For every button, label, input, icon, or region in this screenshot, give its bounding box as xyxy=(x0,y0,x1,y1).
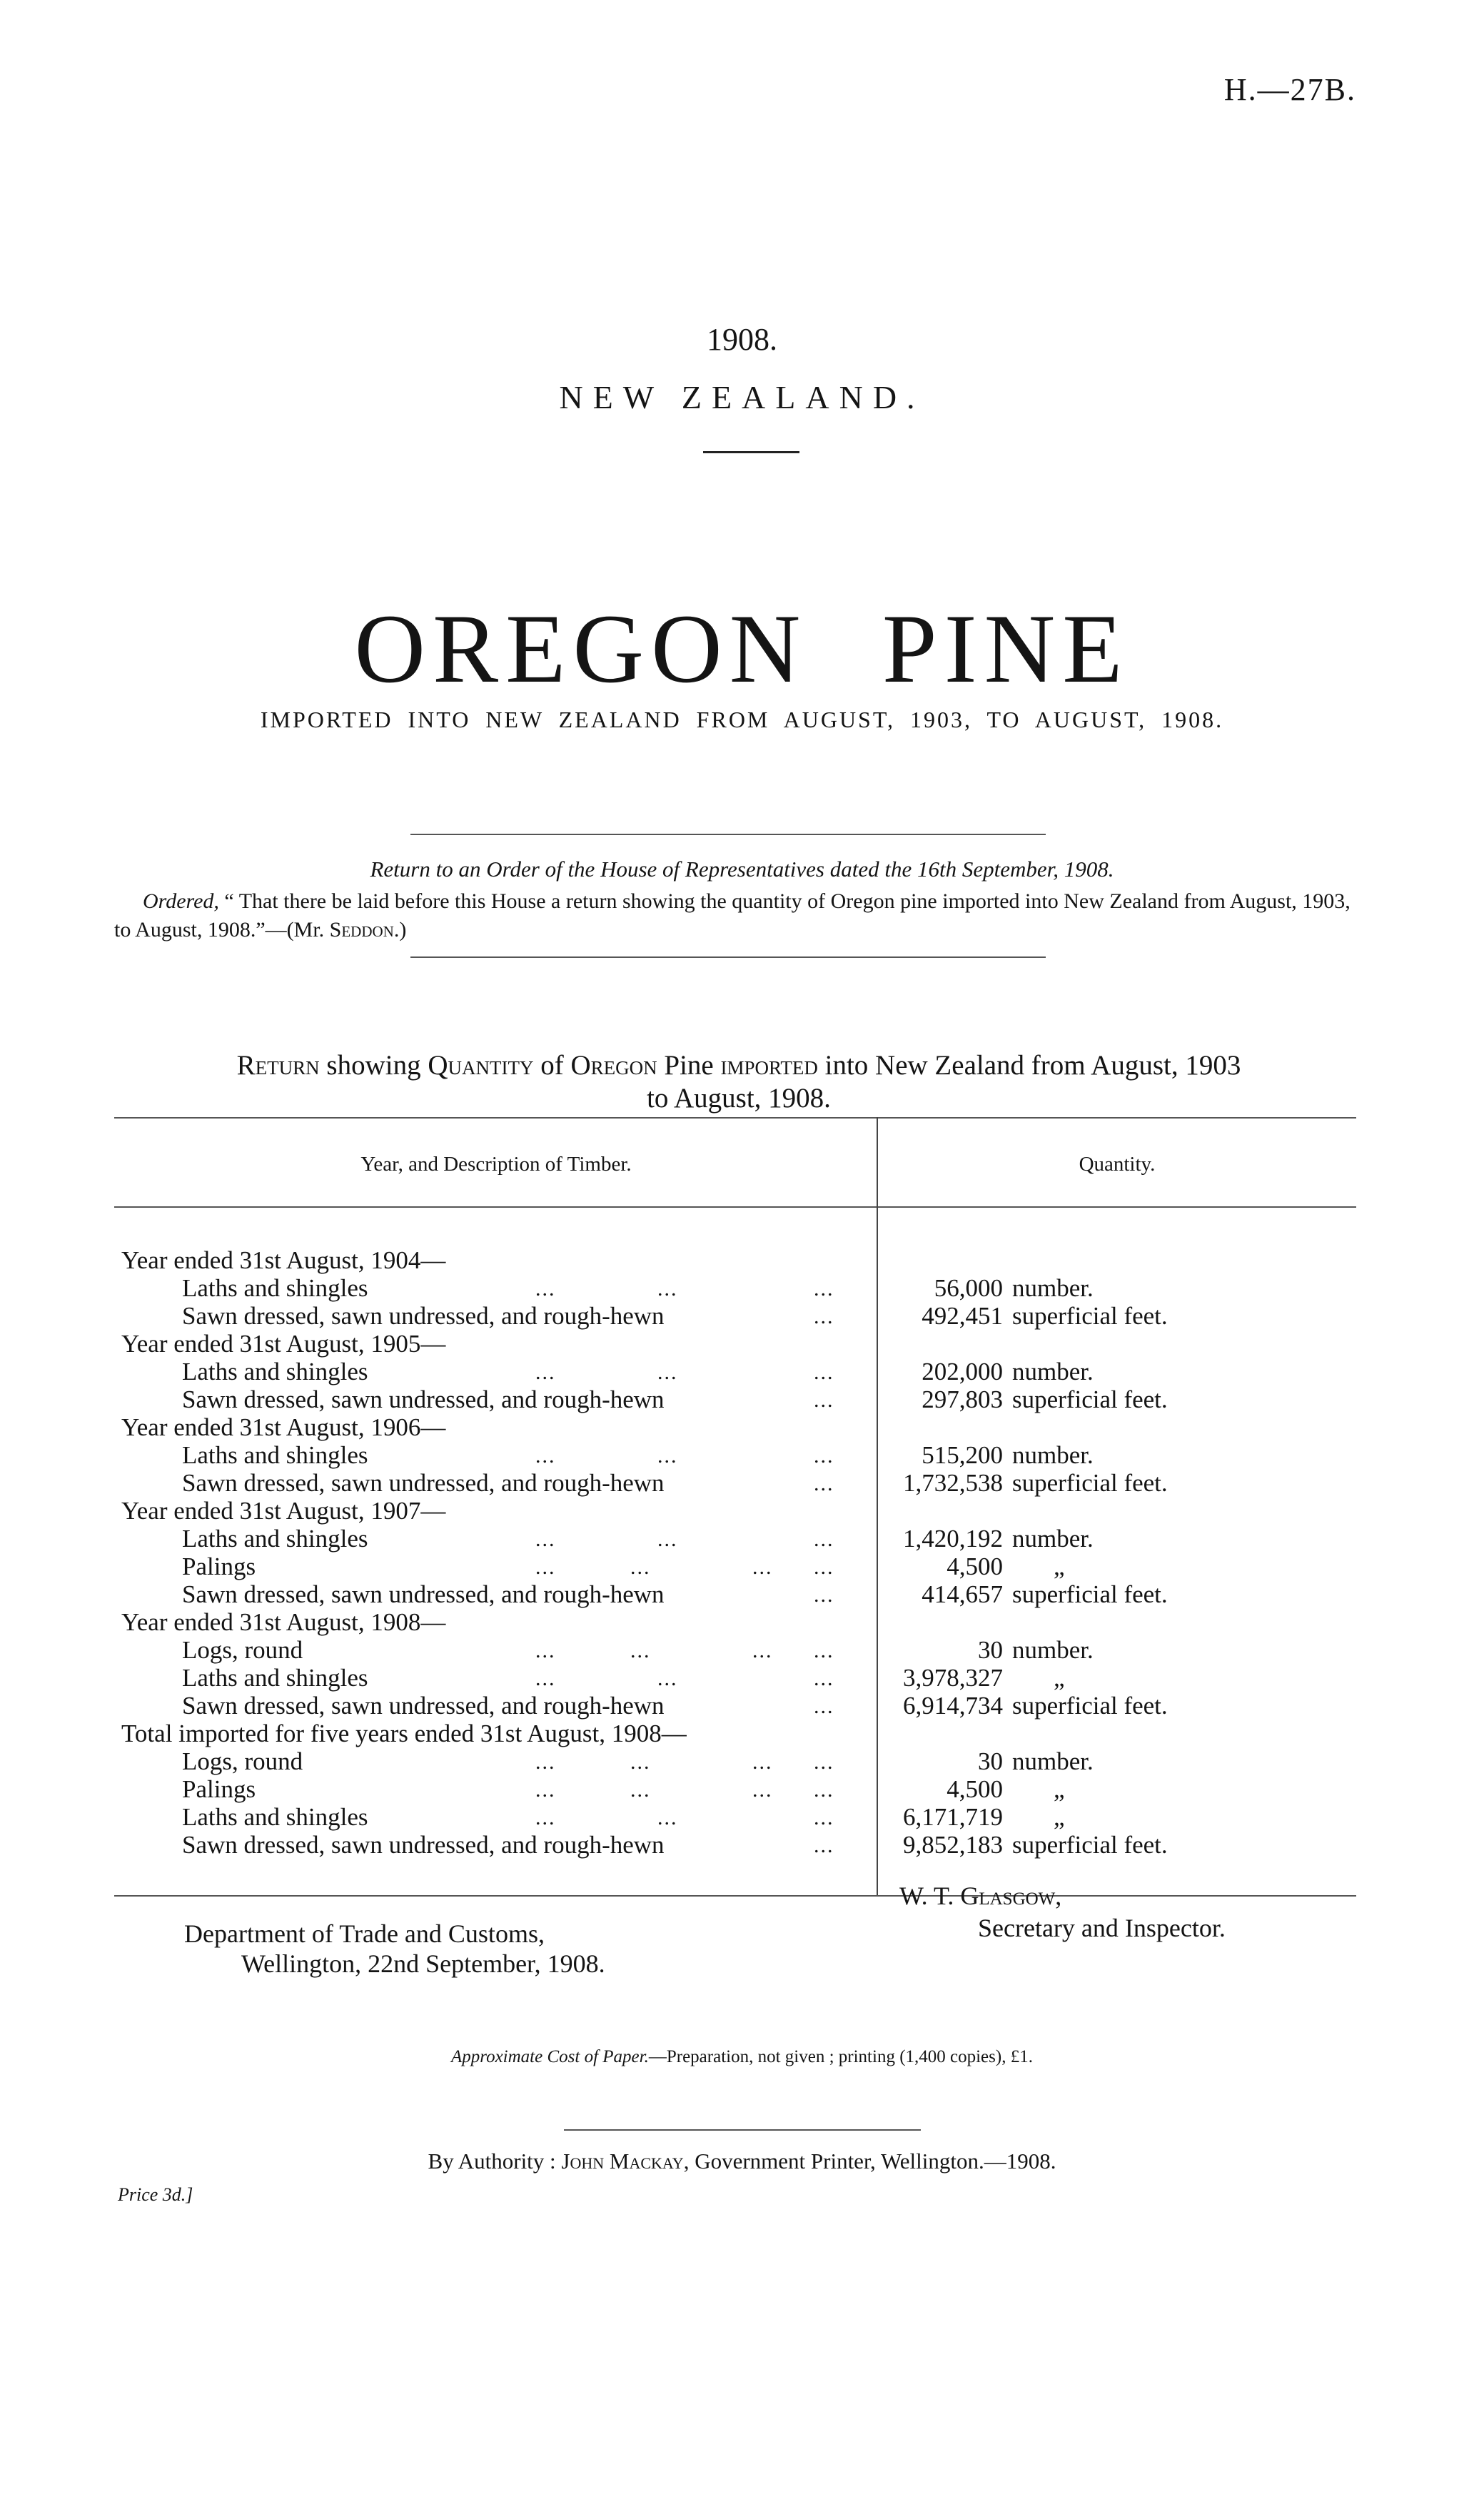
row-leader-dots: ... ... ... xyxy=(535,1750,773,1774)
return-heading-line1 xyxy=(121,1049,1356,1082)
row-leader-dots: ... ... xyxy=(535,1528,678,1551)
order-bottom-rule xyxy=(410,956,1046,958)
order-reference: Return to an Order of the House of Representatives dated the 16th September, 1908. xyxy=(370,857,1114,882)
row-end-dots: ... xyxy=(814,1834,834,1857)
row-quantity-value: 297,803 xyxy=(922,1385,1003,1413)
department-name: Department of Trade and Customs, xyxy=(184,1919,545,1948)
imported-word: imported xyxy=(720,1050,818,1081)
row-quantity-value: 202,000 xyxy=(922,1358,1003,1385)
row-label: Sawn dressed, sawn undressed, and rough-hewn xyxy=(182,1385,665,1413)
row-leader-dots: ... ... xyxy=(535,1806,678,1829)
table-header-rule xyxy=(114,1206,1356,1208)
row-end-dots: ... xyxy=(814,1639,834,1662)
row-end-dots: ... xyxy=(814,1667,834,1690)
row-quantity-value: 9,852,183 xyxy=(903,1831,1003,1859)
row-leader-dots: ... ... xyxy=(535,1360,678,1384)
column-header-quantity: Quantity. xyxy=(1079,1153,1156,1176)
table-top-rule xyxy=(114,1117,1356,1119)
row-quantity-value: 1,420,192 xyxy=(903,1525,1003,1553)
row-label: Sawn dressed, sawn undressed, and rough-hewn xyxy=(182,1692,665,1720)
row-end-dots: ... xyxy=(814,1583,834,1607)
approximate-cost xyxy=(0,2047,1484,2067)
order-text xyxy=(114,887,1356,944)
row-label: Laths and shingles xyxy=(182,1358,368,1385)
row-end-dots: ... xyxy=(814,1528,834,1551)
quantity-word: Quantity xyxy=(428,1050,534,1081)
row-quantity-value: 492,451 xyxy=(922,1302,1003,1330)
row-quantity-value: 6,914,734 xyxy=(903,1692,1003,1720)
row-quantity-unit: number. xyxy=(1012,1525,1094,1553)
row-quantity-unit: „ xyxy=(1054,1803,1065,1831)
row-quantity-value: 30 xyxy=(978,1747,1003,1775)
return-heading xyxy=(121,1049,1356,1115)
row-quantity-unit: superficial feet. xyxy=(1012,1831,1168,1859)
row-leader-dots: ... ... ... xyxy=(535,1778,773,1802)
return-text: Pine xyxy=(657,1050,721,1081)
printer-rule xyxy=(564,2129,921,2131)
department-place-date: Wellington, 22nd September, 1908. xyxy=(241,1949,605,1978)
return-text: of xyxy=(533,1050,571,1081)
row-leader-dots: ... ... xyxy=(535,1444,678,1468)
row-label: Sawn dressed, sawn undressed, and rough-hewn xyxy=(182,1580,665,1608)
group-heading: Year ended 31st August, 1905— xyxy=(121,1330,446,1358)
row-quantity-unit: superficial feet. xyxy=(1012,1692,1168,1720)
row-quantity-value: 515,200 xyxy=(922,1441,1003,1469)
signatory-title: Secretary and Inspector. xyxy=(978,1914,1226,1942)
ordered-close: .) xyxy=(393,918,407,941)
return-word: Return xyxy=(236,1050,320,1081)
row-label: Palings xyxy=(182,1775,256,1803)
document-title: OREGON PINE xyxy=(354,594,1130,703)
oregon-word: Oregon xyxy=(570,1050,657,1081)
row-quantity-unit: superficial feet. xyxy=(1012,1302,1168,1330)
printer-suffix: , Government Printer, Wellington.—1908. xyxy=(683,2149,1056,2174)
ordered-body: “ That there be laid before this House a return showing the quantity of Oregon pine imported into New Zealand from August, 1903, to August, 1908.”—(Mr. xyxy=(114,889,1351,941)
row-label: Palings xyxy=(182,1553,256,1580)
group-heading: Year ended 31st August, 1904— xyxy=(121,1246,446,1274)
printer-prefix: By Authority : xyxy=(428,2149,562,2174)
row-label: Laths and shingles xyxy=(182,1525,368,1553)
row-quantity-value: 4,500 xyxy=(947,1553,1003,1580)
row-quantity-value: 3,978,327 xyxy=(903,1664,1003,1692)
ordered-member: Seddon xyxy=(329,918,394,941)
row-end-dots: ... xyxy=(814,1778,834,1802)
row-label: Sawn dressed, sawn undressed, and rough-hewn xyxy=(182,1831,665,1859)
row-label: Laths and shingles xyxy=(182,1664,368,1692)
row-label: Logs, round xyxy=(182,1636,303,1664)
return-text: into New Zealand from August, 1903 xyxy=(817,1050,1241,1081)
row-end-dots: ... xyxy=(814,1388,834,1412)
row-label: Laths and shingles xyxy=(182,1803,368,1831)
row-quantity-unit: number. xyxy=(1012,1274,1094,1302)
column-header-description: Year, and Description of Timber. xyxy=(360,1153,632,1176)
group-heading: Year ended 31st August, 1907— xyxy=(121,1497,446,1525)
return-heading-line2: to August, 1908. xyxy=(647,1083,831,1114)
row-quantity-unit: superficial feet. xyxy=(1012,1469,1168,1497)
row-quantity-unit: number. xyxy=(1012,1747,1094,1775)
document-reference: H.—27B. xyxy=(1223,72,1356,107)
row-end-dots: ... xyxy=(814,1444,834,1468)
signatory-initials: W. T. G xyxy=(899,1882,979,1910)
publication-year: 1908. xyxy=(707,322,777,357)
row-quantity-unit: number. xyxy=(1012,1358,1094,1385)
row-end-dots: ... xyxy=(814,1750,834,1774)
row-end-dots: ... xyxy=(814,1555,834,1579)
signatory-surname: lasgow xyxy=(979,1882,1056,1910)
ordered-label: Ordered, xyxy=(143,889,219,913)
row-label: Sawn dressed, sawn undressed, and rough-hewn xyxy=(182,1469,665,1497)
row-quantity-unit: number. xyxy=(1012,1441,1094,1469)
row-leader-dots: ... ... xyxy=(535,1277,678,1301)
row-label: Laths and shingles xyxy=(182,1441,368,1469)
row-quantity-unit: superficial feet. xyxy=(1012,1385,1168,1413)
document-subtitle: IMPORTED INTO NEW ZEALAND FROM AUGUST, 1903, TO AUGUST, 1908. xyxy=(260,707,1224,732)
cost-text: —Preparation, not given ; printing (1,400 copies), £1. xyxy=(648,2047,1033,2066)
row-quantity-value: 414,657 xyxy=(922,1580,1003,1608)
row-quantity-unit: number. xyxy=(1012,1636,1094,1664)
signatory-comma: , xyxy=(1055,1882,1062,1910)
cost-label: Approximate Cost of Paper. xyxy=(451,2047,649,2066)
printer-first-name: John xyxy=(561,2149,605,2174)
printer-surname: Mackay xyxy=(609,2149,684,2174)
printer-imprint xyxy=(0,2149,1484,2174)
row-leader-dots: ... ... xyxy=(535,1667,678,1690)
row-quantity-unit: „ xyxy=(1054,1775,1065,1803)
group-heading: Year ended 31st August, 1908— xyxy=(121,1608,446,1636)
row-quantity-value: 30 xyxy=(978,1636,1003,1664)
row-end-dots: ... xyxy=(814,1360,834,1384)
order-top-rule xyxy=(410,834,1046,835)
row-leader-dots: ... ... ... xyxy=(535,1555,773,1579)
row-end-dots: ... xyxy=(814,1806,834,1829)
row-label: Logs, round xyxy=(182,1747,303,1775)
row-label: Sawn dressed, sawn undressed, and rough-hewn xyxy=(182,1302,665,1330)
row-end-dots: ... xyxy=(814,1277,834,1301)
row-quantity-value: 6,171,719 xyxy=(903,1803,1003,1831)
return-text: showing xyxy=(319,1050,428,1081)
group-heading: Total imported for five years ended 31st August, 1908— xyxy=(121,1720,687,1747)
row-quantity-value: 1,732,538 xyxy=(903,1469,1003,1497)
row-quantity-value: 4,500 xyxy=(947,1775,1003,1803)
country-heading: NEW ZEALAND. xyxy=(559,379,925,415)
row-quantity-unit: „ xyxy=(1054,1553,1065,1580)
row-quantity-value: 56,000 xyxy=(934,1274,1003,1302)
signatory-name xyxy=(899,1881,1061,1911)
row-end-dots: ... xyxy=(814,1305,834,1328)
row-end-dots: ... xyxy=(814,1472,834,1495)
row-leader-dots: ... ... ... xyxy=(535,1639,773,1662)
row-end-dots: ... xyxy=(814,1695,834,1718)
price-note: Price 3d.] xyxy=(118,2184,193,2205)
table-bottom-rule xyxy=(114,1895,1356,1897)
row-quantity-unit: „ xyxy=(1054,1664,1065,1692)
title-rule xyxy=(703,451,799,453)
group-heading: Year ended 31st August, 1906— xyxy=(121,1413,446,1441)
row-label: Laths and shingles xyxy=(182,1274,368,1302)
row-quantity-unit: superficial feet. xyxy=(1012,1580,1168,1608)
